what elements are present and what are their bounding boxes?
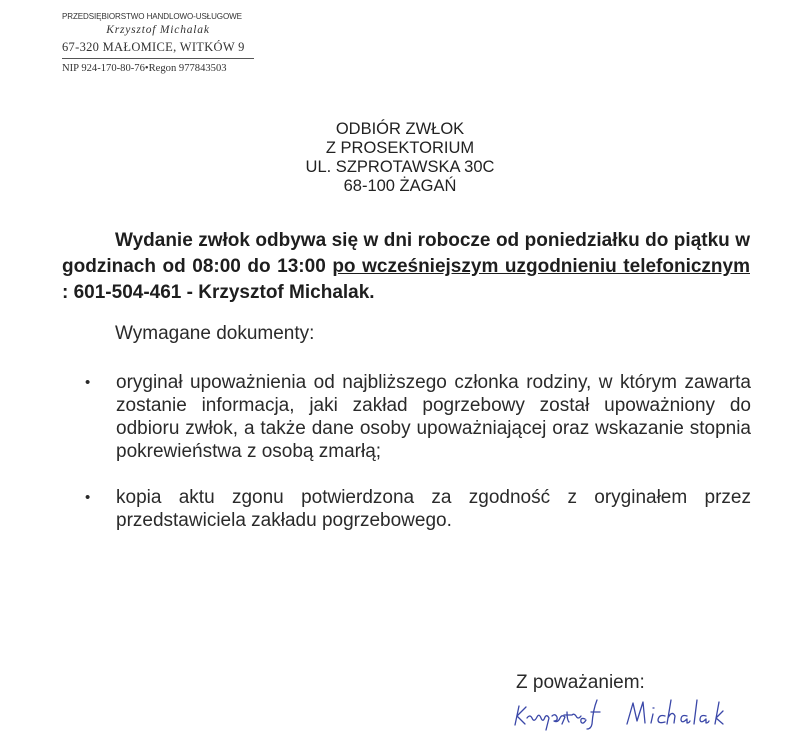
document-heading [250,120,550,196]
stamp-owner-name: Krzysztof Michalak [106,24,210,36]
bullet-icon: • [85,489,91,506]
notice-text-part-1: Wydanie zwłok odbywa się w dni robocze od poniedziałku do piątku w godzinach od 08:00 do 13:00 [62,230,750,277]
document-item-text: kopia aktu zgonu potwierdzona za zgodność z oryginałem przez przedstawiciela zakładu pogrzebowego. [116,487,751,531]
closing-phrase: Z poważaniem: [516,672,645,693]
notice-underlined-text: po wcześniejszym uzgodnieniu telefonicznym [332,256,750,277]
notice-text-part-2: : 601-504-461 - Krzysztof Michalak. [62,282,375,303]
required-documents-list [85,371,751,532]
list-item [85,486,751,532]
required-documents-title: Wymagane dokumenty: [115,323,315,344]
document-item-text: oryginał upoważnienia od najbliższego członka rodziny, w którym zawarta zostanie informacja, jaki zakład pogrzebowy został upoważniony do odbioru zwłok, a także dane osoby upoważniającej oraz wskazanie stopnia pokrewieństwa z osobą zmarłą; [116,372,751,462]
heading-line-1: ODBIÓR ZWŁOK [335,120,465,138]
heading-line-4: 68-100 ŻAGAŃ [343,177,457,195]
stamp-address: 67-320 MAŁOMICE, WITKÓW 9 [62,40,254,59]
bullet-icon: • [85,374,91,391]
handwritten-signature [505,694,745,739]
heading-line-2: Z PROSEKTORIUM [325,139,475,157]
heading-line-3: UL. SZPROTAWSKA 30C [305,158,495,176]
pickup-hours-notice [62,228,750,306]
stamp-company-name: PRZEDSIĘBIORSTWO HANDLOWO-USŁUGOWE [62,11,242,21]
signature-icon [505,694,745,734]
stamp-tax-ids: NIP 924-170-80-76•Regon 977843503 [62,63,227,74]
signature-text [505,694,639,698]
company-stamp [62,11,254,74]
list-item [85,371,751,463]
